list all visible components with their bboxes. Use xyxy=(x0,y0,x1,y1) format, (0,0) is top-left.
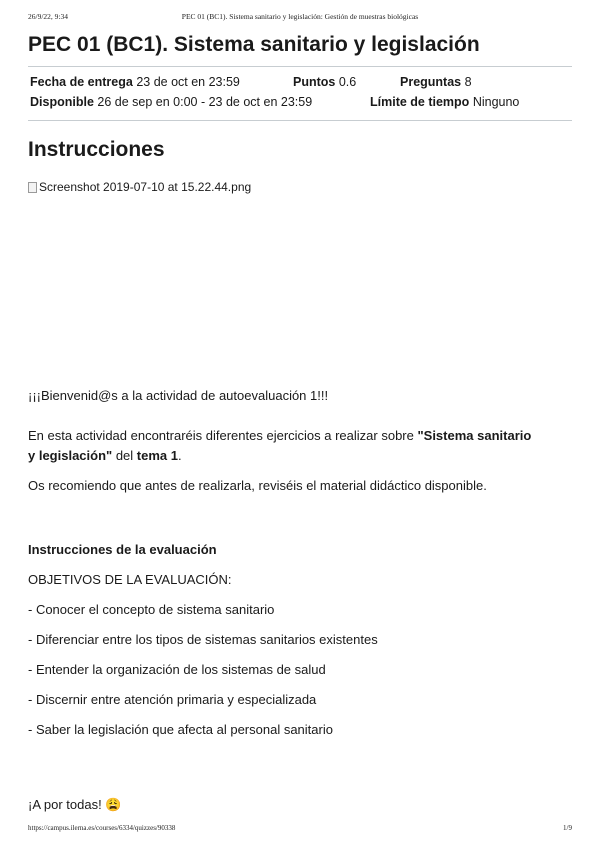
print-page-title: PEC 01 (BC1). Sistema sanitario y legislación: Gestión de muestras biológicas xyxy=(181,12,419,21)
objective-item: - Conocer el concepto de sistema sanitario xyxy=(28,602,275,617)
recommend-text: Os recomiendo que antes de realizarla, reviséis el material didáctico disponible. xyxy=(28,478,487,493)
print-footer xyxy=(28,824,572,832)
welcome-text: ¡¡¡Bienvenid@s a la actividad de autoevaluación 1!!! xyxy=(28,388,329,403)
closing-phrase: ¡A por todas! xyxy=(28,797,102,812)
eval-heading: Instrucciones de la evaluación xyxy=(28,542,217,557)
objective-item: - Diferenciar entre los tipos de sistemas sanitarios existentes xyxy=(28,632,378,647)
time-limit-label: Límite de tiempo xyxy=(370,95,470,109)
divider-bottom xyxy=(28,120,572,121)
page-number: 1/9 xyxy=(563,824,572,832)
intro-text-b: del xyxy=(112,448,137,463)
objective-item: - Entender la organización de los sistemas de salud xyxy=(28,662,326,677)
questions-meta xyxy=(400,75,472,89)
quiz-meta-row-2 xyxy=(30,95,312,109)
due-value: 23 de oct en 23:59 xyxy=(136,75,240,89)
intro-text-end: . xyxy=(177,448,182,463)
intro-text-a: En esta actividad encontraréis diferentes ejercicios a realizar sobre xyxy=(28,428,418,443)
divider-top xyxy=(28,66,572,67)
quiz-meta-row-1 xyxy=(30,75,240,89)
broken-image xyxy=(28,180,251,194)
print-datetime: 26/9/22, 9:34 xyxy=(28,12,69,21)
available-value: 26 de sep en 0:00 - 23 de oct en 23:59 xyxy=(97,95,313,109)
intro-bold-topic: "Sistema sanitario y legislación" xyxy=(28,428,532,463)
objective-item: - Discernir entre atención primaria y especializada xyxy=(28,692,317,707)
available-label: Disponible xyxy=(30,95,94,109)
points-label: Puntos xyxy=(293,75,336,89)
page-title: PEC 01 (BC1). Sistema sanitario y legislación xyxy=(28,33,480,56)
print-header xyxy=(28,12,572,21)
objective-item: - Saber la legislación que afecta al personal sanitario xyxy=(28,722,333,737)
weary-face-emoji-icon: 😩 xyxy=(105,797,122,812)
broken-image-icon xyxy=(28,182,37,193)
intro-paragraph xyxy=(28,426,540,466)
questions-value: 8 xyxy=(464,75,472,89)
questions-label: Preguntas xyxy=(400,75,462,89)
page-url: https://campus.ilerna.es/courses/6334/quizzes/90338 xyxy=(28,824,176,832)
points-meta xyxy=(293,75,356,89)
image-alt-text: Screenshot 2019-07-10 at 15.22.44.png xyxy=(39,180,252,194)
time-limit-meta xyxy=(370,95,519,109)
instructions-title: Instrucciones xyxy=(28,138,165,161)
intro-topic-number: tema 1 xyxy=(136,448,178,463)
time-limit-value: Ninguno xyxy=(472,95,520,109)
objectives-heading: OBJETIVOS DE LA EVALUACIÓN: xyxy=(28,572,232,587)
points-value: 0.6 xyxy=(338,75,357,89)
closing-text xyxy=(28,795,540,815)
due-label: Fecha de entrega xyxy=(30,75,133,89)
